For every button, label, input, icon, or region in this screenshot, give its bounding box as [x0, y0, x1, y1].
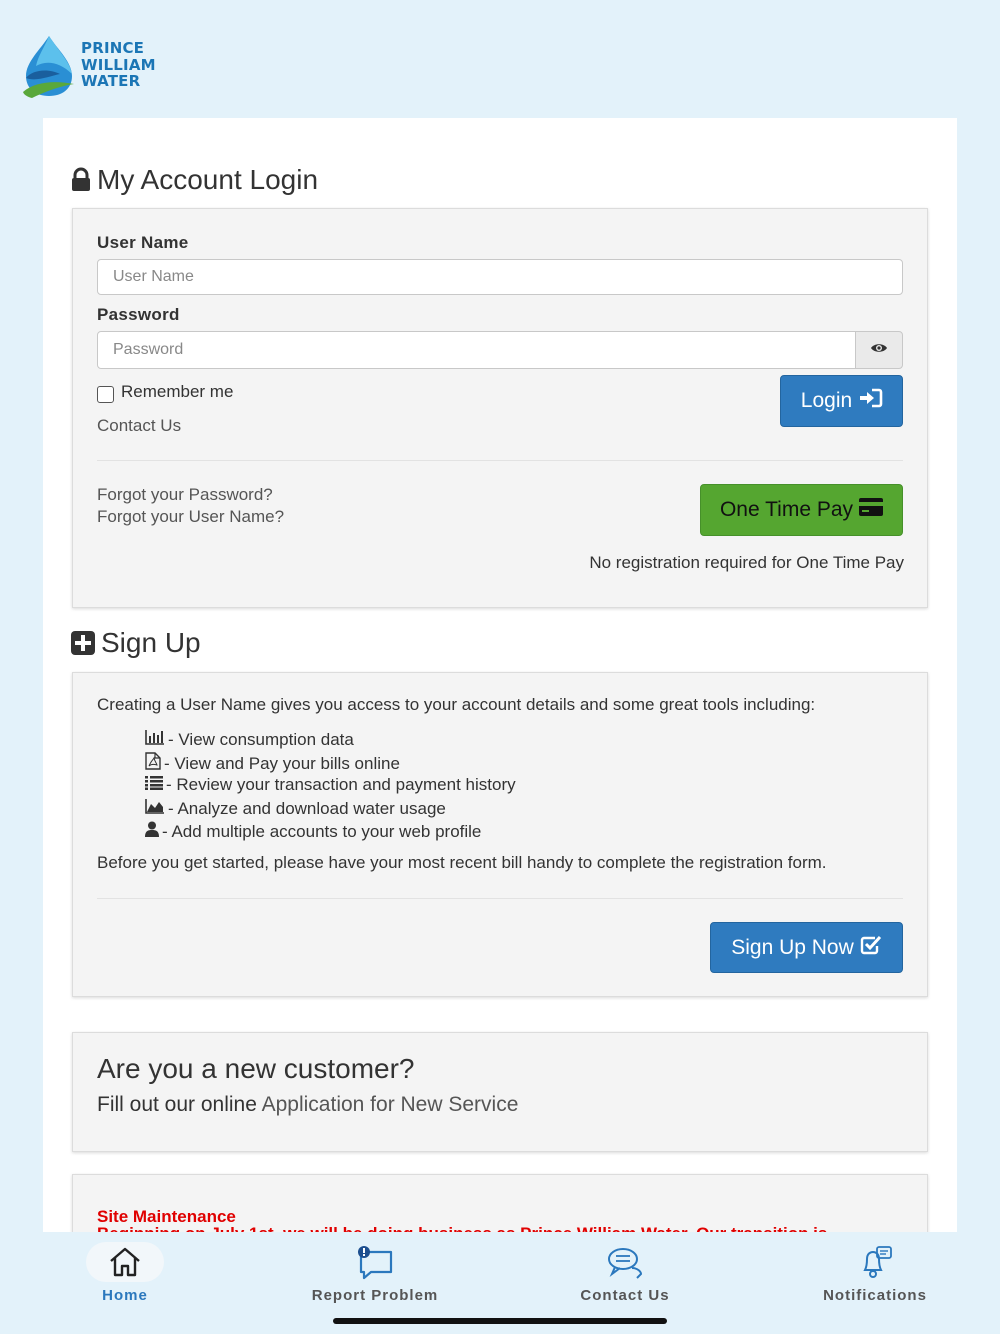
signup-heading-text: Sign Up [101, 627, 201, 658]
new-customer-text-prefix: Fill out our online [97, 1093, 262, 1116]
feature-text: - Analyze and download water usage [168, 798, 446, 818]
feature-text: - Add multiple accounts to your web profile [162, 821, 482, 841]
home-indicator-bar [333, 1318, 667, 1324]
new-customer-card [72, 1032, 928, 1152]
pdf-file-icon [145, 752, 161, 775]
feature-item [145, 752, 400, 775]
username-input[interactable] [97, 259, 903, 295]
user-icon [145, 821, 159, 842]
remember-me-label[interactable]: Remember me [121, 382, 234, 401]
application-for-new-service-link[interactable]: Application for New Service [261, 1093, 519, 1116]
nav-report-problem-label: Report Problem [311, 1287, 439, 1304]
login-heading-text: My Account Login [97, 164, 319, 195]
maintenance-title: Site Maintenance [97, 1207, 236, 1226]
home-icon [108, 1246, 142, 1283]
feature-item [145, 798, 446, 819]
credit-card-icon [859, 498, 883, 522]
feature-item [145, 775, 516, 795]
feature-item [145, 821, 481, 842]
remember-me-checkbox[interactable] [97, 386, 114, 403]
nav-notifications[interactable] [750, 1232, 1000, 1312]
water-drop-icon [20, 34, 78, 100]
signup-divider [97, 898, 903, 899]
sign-in-icon [858, 388, 882, 414]
one-time-pay-note: No registration required for One Time Pay [589, 553, 904, 572]
signup-note: Before you get started, please have your most recent bill handy to complete the registration form. [97, 853, 827, 872]
prince-william-water-logo [20, 34, 180, 100]
list-icon [145, 775, 163, 795]
plus-square-icon [71, 631, 95, 655]
new-customer-title: Are you a new customer? [97, 1053, 415, 1084]
check-square-icon [860, 935, 882, 961]
signup-card [72, 672, 928, 997]
nav-contact-us[interactable] [500, 1232, 750, 1312]
nav-notifications-label: Notifications [823, 1287, 927, 1304]
bar-chart-icon [145, 729, 165, 750]
nav-report-problem[interactable] [250, 1232, 500, 1312]
nav-home-label: Home [102, 1287, 148, 1304]
one-time-pay-button[interactable] [700, 484, 903, 536]
chat-bubbles-icon [606, 1246, 644, 1285]
lock-icon [71, 168, 91, 192]
signup-heading [71, 627, 201, 659]
password-label: Password [97, 305, 180, 324]
feature-item [145, 729, 354, 750]
new-customer-text [97, 1093, 518, 1117]
area-chart-icon [145, 798, 165, 819]
eye-icon [870, 341, 888, 359]
one-time-pay-label: One Time Pay [719, 498, 854, 521]
feature-text: - Review your transaction and payment history [166, 775, 516, 794]
feature-text: - View consumption data [168, 729, 354, 749]
contact-us-link[interactable]: Contact Us [97, 416, 182, 435]
show-password-button[interactable] [855, 331, 903, 369]
sign-up-now-button[interactable] [710, 922, 903, 973]
username-label: User Name [97, 233, 189, 252]
signup-intro: Creating a User Name gives you access to your account details and some great tools including: [97, 695, 816, 714]
nav-home[interactable] [0, 1232, 250, 1312]
bell-notification-icon [857, 1246, 893, 1285]
report-problem-icon [355, 1246, 395, 1285]
forgot-username-link[interactable]: Forgot your User Name? [97, 507, 285, 526]
brand-line-1: PRINCE [81, 39, 145, 57]
brand-line-3: WATER [81, 72, 141, 90]
password-input[interactable] [97, 331, 857, 369]
feature-text: - View and Pay your bills online [164, 753, 400, 773]
sign-up-now-label: Sign Up Now [731, 935, 854, 959]
login-card [72, 208, 928, 608]
login-divider [97, 460, 903, 461]
content-panel [43, 118, 957, 1232]
login-button-label: Login [800, 389, 853, 412]
nav-contact-us-label: Contact Us [580, 1287, 670, 1304]
login-heading [71, 164, 318, 196]
brand-line-2: WILLIAM [81, 55, 156, 74]
forgot-password-link[interactable]: Forgot your Password? [97, 485, 273, 504]
login-button[interactable] [780, 375, 903, 427]
